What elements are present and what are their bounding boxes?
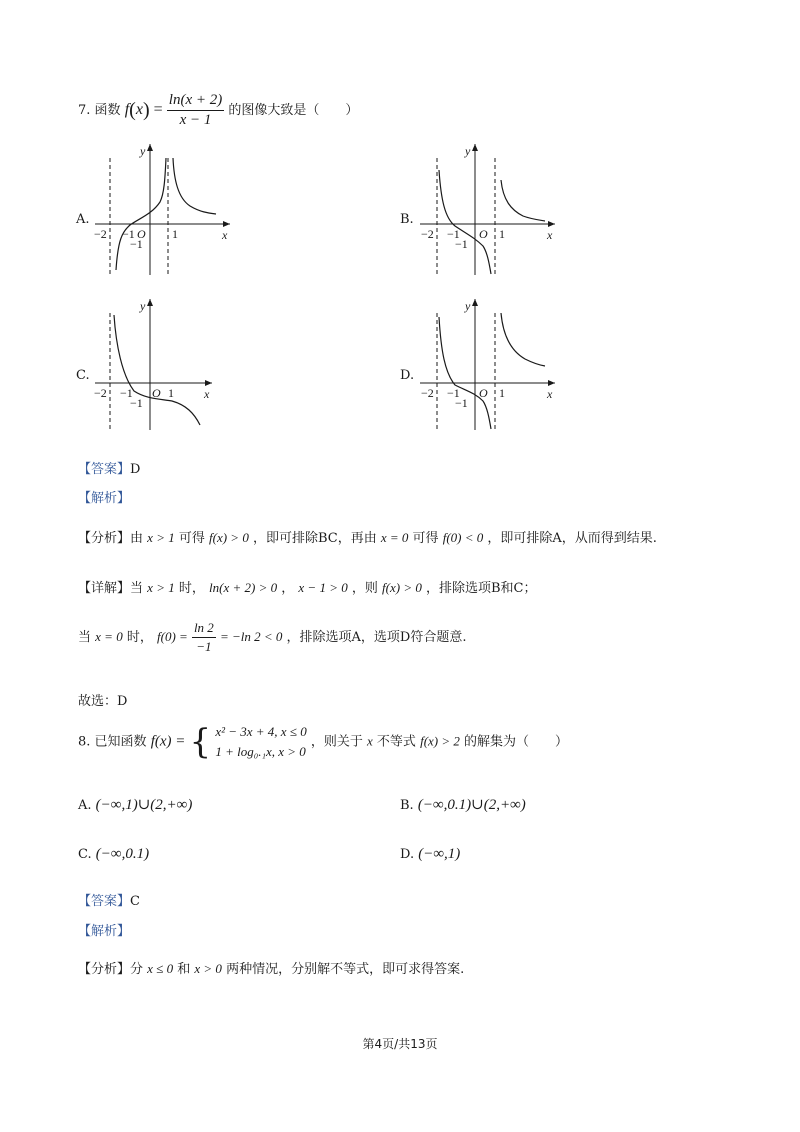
q8-option-c: C. (−∞,0.1) — [78, 846, 150, 862]
svg-text:y: y — [465, 144, 471, 158]
svg-text:1: 1 — [499, 227, 505, 241]
x-axis-label: x — [222, 228, 228, 242]
q7-conclusion: 故选：D — [78, 694, 128, 709]
svg-text:x: x — [204, 387, 210, 401]
svg-text:y: y — [465, 299, 471, 313]
option-c-label: C. — [76, 368, 90, 383]
svg-text:O: O — [479, 386, 488, 400]
graph-c — [90, 295, 240, 435]
option-a-label: A. — [76, 212, 90, 227]
graph-a — [90, 140, 240, 280]
q8-option-a: A. (−∞,1)∪(2,+∞) — [78, 797, 193, 813]
q7-xiangjie-1: 【详解】当 x > 1 时， ln(x + 2) > 0 ， x − 1 > 0 ，则 f(x) > 0 ，排除选项B和C； — [78, 580, 537, 596]
graph-b — [415, 140, 565, 280]
svg-text:1: 1 — [168, 386, 174, 400]
svg-text:1: 1 — [499, 386, 505, 400]
svg-text:−2: −2 — [94, 386, 107, 400]
q8-fenxi: 【分析】分 x ≤ 0 和 x > 0 两种情况，分别解不等式，即可求得答案. — [78, 961, 465, 977]
svg-text:x: x — [547, 387, 553, 401]
svg-text:−1: −1 — [120, 386, 133, 400]
svg-text:−1: −1 — [447, 386, 460, 400]
option-b-label: B. — [400, 212, 414, 227]
svg-text:O: O — [152, 386, 161, 400]
q8-analysis-tag: 【解析】 — [78, 924, 131, 939]
q7-answer: 【答案】D — [78, 462, 141, 477]
graph-d — [415, 295, 565, 435]
q7-fenxi: 【分析】由 x > 1 可得 f(x) > 0 ，即可排除BC，再由 x = 0 可得 f(0) < 0 ，即可排除A，从而得到结果. — [78, 530, 657, 546]
svg-text:y: y — [140, 299, 146, 313]
tick-minus1: −1 — [122, 227, 135, 241]
origin-label: O — [137, 227, 146, 241]
tick-1: 1 — [172, 227, 178, 241]
q7-fraction: $\frac{\ln(x + 2)}{x - 1}$ — [168, 92, 223, 128]
q7-stem: 7. 函数 f(x) = $\frac{\ln(x + 2)}{x - 1}$ 的图像大致是（ ） — [78, 92, 359, 128]
tick-minus2: −2 — [94, 227, 107, 241]
q8-stem: 8. 已知函数 f(x) = { x² − 3x + 4, x ≤ 0 1 + log₀.₁x, x > 0 ，则关于 x 不等式 f(x) > 2 的解集为（ ） — [78, 722, 569, 762]
q7-xiangjie-2: 当 x = 0 时， f(0) = $\frac{\ln 2}{-1}$ = −ln 2 < 0 ，排除选项A，选项D符合题意. — [78, 620, 467, 654]
page-footer: 第4页/共13页 — [362, 1037, 438, 1051]
q8-answer: 【答案】C — [78, 894, 140, 909]
svg-text:O: O — [479, 227, 488, 241]
svg-text:−1: −1 — [455, 237, 468, 251]
tick-y-minus1: −1 — [130, 237, 143, 251]
svg-text:−2: −2 — [421, 386, 434, 400]
y-axis-label: y — [140, 144, 146, 158]
q8-option-b: B. (−∞,0.1)∪(2,+∞) — [400, 797, 526, 813]
option-d-label: D. — [400, 368, 415, 383]
svg-text:−2: −2 — [421, 227, 434, 241]
svg-text:−1: −1 — [455, 396, 468, 410]
svg-text:−1: −1 — [130, 396, 143, 410]
q8-option-d: D. (−∞,1) — [400, 846, 461, 862]
svg-text:x: x — [547, 228, 553, 242]
svg-text:−1: −1 — [447, 227, 460, 241]
q7-analysis-tag: 【解析】 — [78, 491, 131, 506]
